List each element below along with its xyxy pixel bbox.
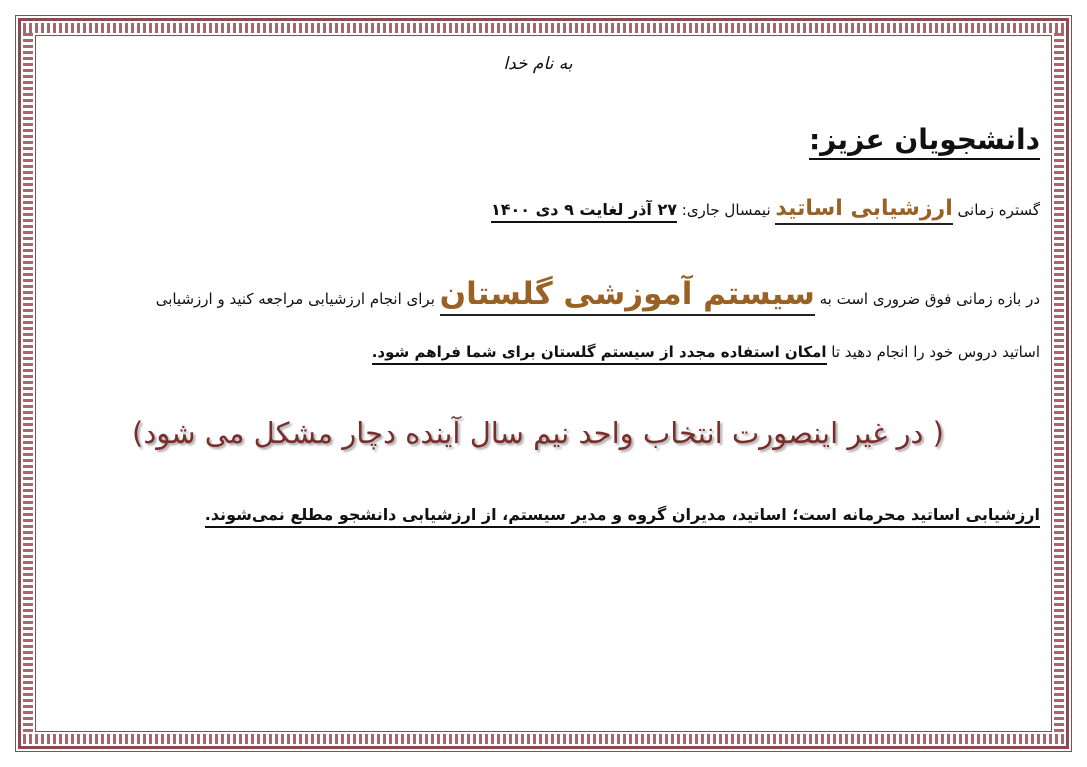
golestan-system-highlight: سیستم آموزشی گلستان [440,276,815,316]
completion-line [372,343,1040,361]
completion-prefix: اساتید دروس خود را انجام دهید تا [831,343,1040,361]
completion-bold: امکان استفاده مجدد از سیستم گلستان برای شما فراهم شود. [372,343,827,365]
announcement-content [36,36,1040,726]
system-instruction-line [156,276,1040,313]
warning-text: ( در غیر اینصورت انتخاب واحد نیم سال آینده دچار مشکل می شود) [132,416,944,450]
confidentiality-note: ارزشیابی اساتید محرمانه است؛ اساتید، مدیران گروه و مدیر سیستم، از ارزشیابی دانشجو مطلع نمی‌شوند. [205,505,1040,528]
evaluation-highlight: ارزشیابی اساتید [775,196,952,225]
basmala: به نام خدا [503,54,573,74]
evaluation-dates: ۲۷ آذر لغایت ۹ دی ۱۴۰۰ [491,200,677,223]
instruction-prefix: در بازه زمانی فوق ضروری است به [819,290,1040,308]
instruction-suffix: برای انجام ارزشیابی مراجعه کنید و ارزشیابی [155,290,435,308]
evaluation-period-line [491,196,1040,222]
period-middle: نیمسال جاری: [681,201,771,219]
heading: دانشجویان عزیز: [809,124,1040,160]
period-prefix: گستره زمانی [957,201,1040,219]
